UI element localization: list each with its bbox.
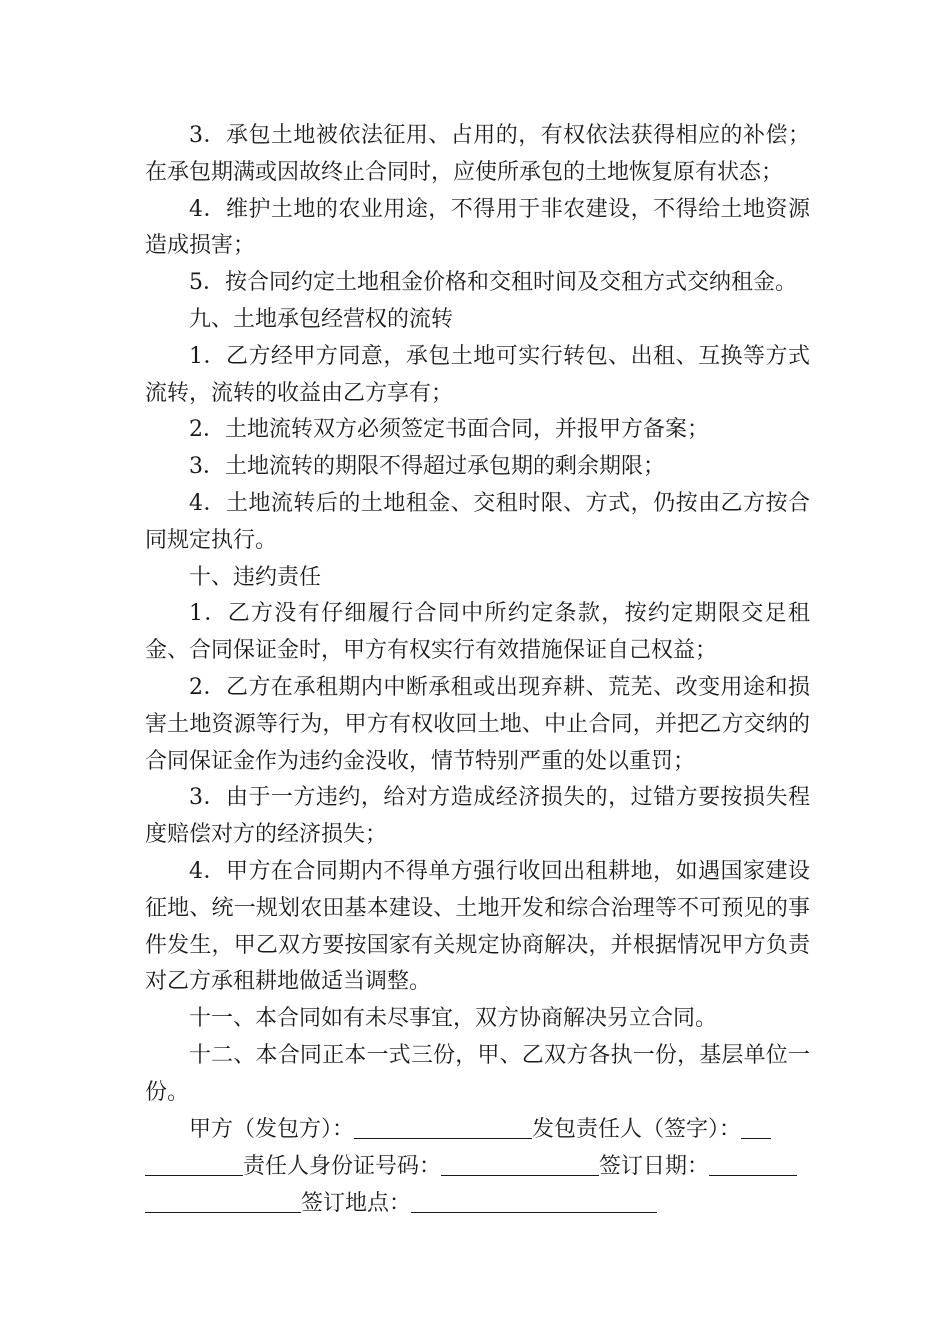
responsible-blank-end bbox=[145, 1153, 243, 1176]
id-blank bbox=[441, 1153, 599, 1176]
clause-8-4: 4．维护土地的农业用途，不得用于非农建设，不得给土地资源造成损害； bbox=[145, 196, 810, 259]
party-a-label: 甲方（发包方）： bbox=[189, 1117, 355, 1142]
signature-line-3 bbox=[145, 1186, 810, 1223]
contract-body bbox=[145, 118, 810, 1112]
signature-line-2 bbox=[145, 1149, 810, 1186]
date-blank-start bbox=[709, 1153, 797, 1176]
date-label: 签订日期： bbox=[599, 1154, 710, 1179]
place-blank bbox=[411, 1190, 657, 1213]
place-label: 签订地点： bbox=[301, 1191, 412, 1216]
section-11: 十一、本合同如有未尽事宜，双方协商解决另立合同。 bbox=[189, 1006, 718, 1032]
signature-line-1 bbox=[145, 1112, 810, 1149]
clause-8-5: 5．按合同约定土地租金价格和交租时间及交租方式交纳租金。 bbox=[189, 270, 797, 296]
responsible-label: 发包责任人（签字）： bbox=[532, 1117, 742, 1142]
clause-10-4: 4．甲方在合同期内不得单方强行收回出租耕地，如遇国家建设征地、统一规划农田基本建设、土地开发和综合治理等不可预见的事件发生，甲乙双方要按国家有关规定协商解决，并根据情况甲方负责对乙方承租耕地做适当调整。 bbox=[145, 858, 810, 995]
section-10-heading: 十、违约责任 bbox=[189, 564, 322, 590]
section-12: 十二、本合同正本一式三份，甲、乙双方各执一份，基层单位一份。 bbox=[145, 1042, 810, 1105]
clause-10-3: 3．由于一方违约，给对方造成经济损失的，过错方要按损失程度赔偿对方的经济损失； bbox=[145, 785, 810, 848]
clause-9-3: 3．土地流转的期限不得超过承包期的剩余期限； bbox=[189, 454, 665, 480]
clause-10-1: 1．乙方没有仔细履行合同中所约定条款，按约定期限交足租金、合同保证金时，甲方有权实行有效措施保证自己权益； bbox=[145, 601, 810, 664]
clause-9-1: 1．乙方经甲方同意，承包土地可实行转包、出租、互换等方式流转，流转的收益由乙方享有； bbox=[145, 343, 810, 406]
date-blank-end bbox=[145, 1190, 301, 1213]
responsible-blank-start bbox=[741, 1116, 771, 1139]
clause-8-3: 3．承包土地被依法征用、占用的，有权依法获得相应的补偿；在承包期满或因故终止合同时，应使所承包的土地恢复原有状态； bbox=[145, 123, 810, 185]
id-label: 责任人身份证号码： bbox=[243, 1154, 442, 1179]
clause-9-2: 2．土地流转双方必须签定书面合同，并报甲方备案； bbox=[189, 417, 709, 443]
section-9-heading: 九、土地承包经营权的流转 bbox=[189, 306, 454, 332]
clause-10-2: 2．乙方在承租期内中断承租或出现弃耕、荒芜、改变用途和损害土地资源等行为，甲方有权收回土地、中止合同，并把乙方交纳的合同保证金作为违约金没收，情节特别严重的处以重罚； bbox=[145, 674, 810, 774]
clause-9-4: 4．土地流转后的土地租金、交租时限、方式，仍按由乙方按合同规定执行。 bbox=[145, 490, 810, 553]
party-a-blank bbox=[354, 1116, 532, 1139]
